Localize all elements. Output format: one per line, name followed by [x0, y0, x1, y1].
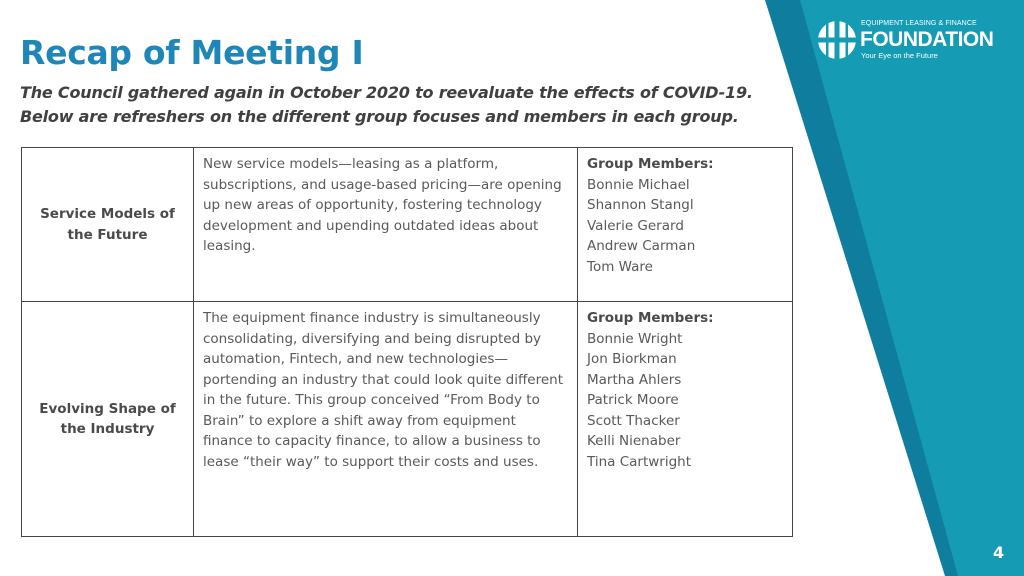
- member-name: Bonnie Michael: [587, 176, 690, 193]
- group-name-cell: Evolving Shape of the Industry: [22, 302, 194, 537]
- logo-slogan: Your Eye on the Future: [861, 51, 938, 60]
- members-heading: Group Members:: [587, 156, 714, 172]
- table-row: [22, 148, 793, 302]
- group-members-cell: [578, 148, 793, 302]
- member-name: Kelli Nienaber: [587, 433, 681, 449]
- member-name: Tina Cartwright: [587, 453, 692, 470]
- group-recap-table: [21, 147, 793, 537]
- logo-tagline-top: EQUIPMENT LEASING & FINANCE: [861, 20, 977, 27]
- member-name: Shannon Stangl: [587, 197, 694, 213]
- member-name: Martha Ahlers: [587, 371, 682, 388]
- slide-subtitle: The Council gathered again in October 2020 to reevaluate the effects of COVID-19. Below are refreshers on the different group focuses and members in each group.: [20, 83, 753, 126]
- member-name: Jon Biorkman: [587, 351, 677, 367]
- member-name: Bonnie Wright: [587, 330, 683, 347]
- logo-wordmark: FOUNDATION: [860, 28, 994, 51]
- group-members-cell: [578, 302, 793, 537]
- light-teal-band: [800, 0, 1024, 576]
- member-name: Andrew Carman: [587, 238, 696, 254]
- group-description-cell: The equipment finance industry is simultaneously consolidating, diversifying and being disrupted by automation, Fintech, and new technologies—portending an industry that could look quite different in the future. This group conceived “From Body to Brain” to explore a shift away from equipment finance to capacity finance, to allow a business to lease “their way” to support their costs and uses.: [194, 302, 578, 537]
- member-name: Scott Thacker: [587, 412, 680, 429]
- group-description-cell: New service models—leasing as a platform, subscriptions, and usage-based pricing—are opening up new areas of opportunity, fostering technology development and upending outdated ideas about leasing.: [194, 148, 578, 302]
- globe-icon: [817, 20, 857, 60]
- group-name-cell: Service Models of the Future: [22, 148, 194, 302]
- slide-title: Recap of Meeting I: [20, 33, 364, 72]
- members-heading: Group Members:: [587, 310, 714, 326]
- member-name: Patrick Moore: [587, 392, 679, 408]
- member-name: Tom Ware: [587, 258, 653, 275]
- page-number: 4: [993, 543, 1005, 562]
- member-name: Valerie Gerard: [587, 217, 684, 234]
- foundation-logo: [817, 17, 1007, 63]
- table-row: [22, 302, 793, 537]
